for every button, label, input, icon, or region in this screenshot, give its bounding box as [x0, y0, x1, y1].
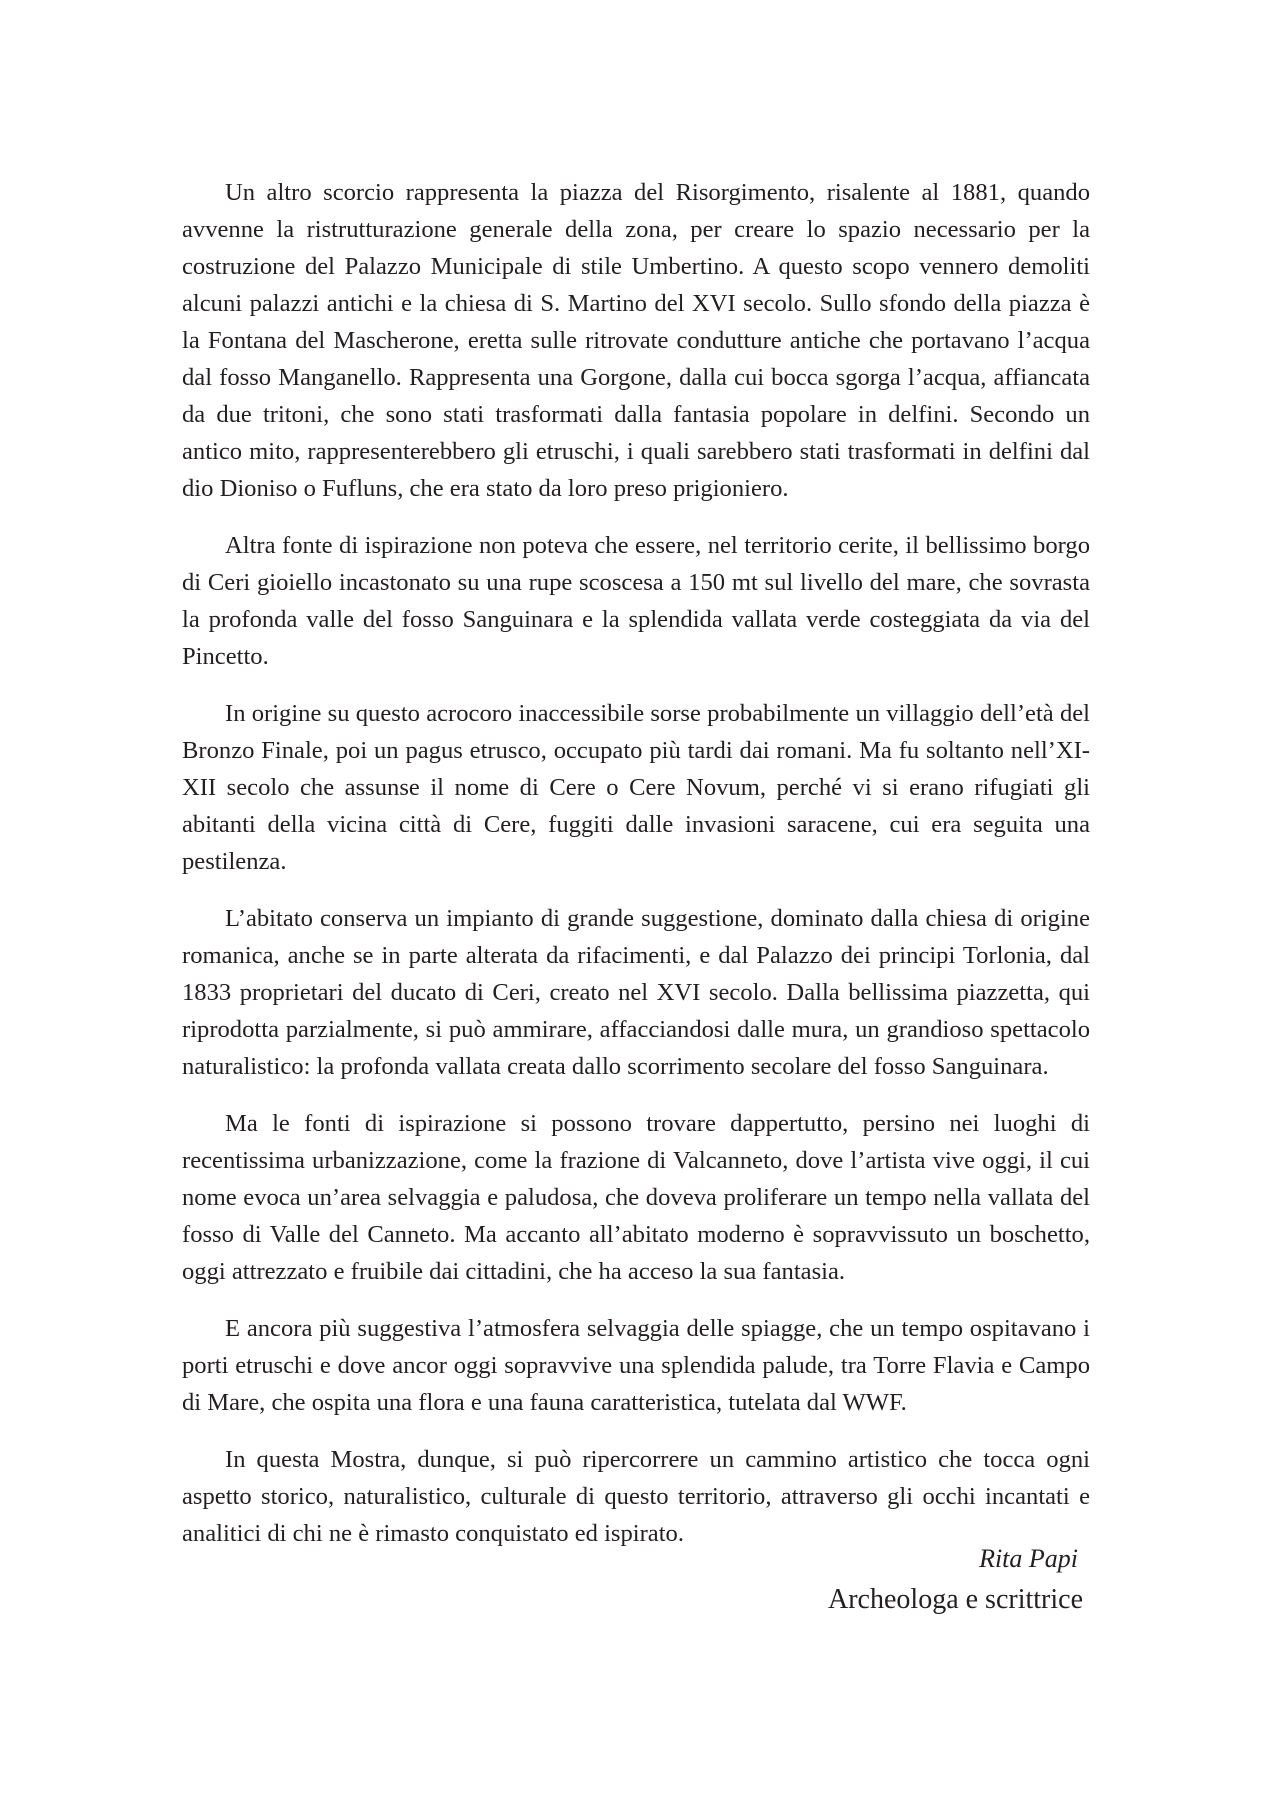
paragraph: Un altro scorcio rappresenta la piazza del Risorgimento, risalente al 1881, quando avvenne la ristrutturazione generale della zona, per creare lo spazio necessario per la costruzione del Palazzo Municipale di stile Umbertino. A questo scopo vennero demoliti alcuni palazzi antichi e la chiesa di S. Martino del XVI secolo. Sullo sfondo della piazza è la Fontana del Mascherone, eretta sulle ritrovate condutture antiche che portavano l’acqua dal fosso Manganello. Rappresenta una Gorgone, dalla cui bocca sgorga l’acqua, affiancata da due tritoni, che sono stati trasformati dalla fantasia popolare in delfini. Secondo un antico mito, rappresenterebbero gli etruschi, i quali sarebbero stati trasformati in delfini dal dio Dioniso o Fufluns, che era stato da loro preso prigioniero.	[182, 179, 1090, 502]
paragraph: Altra fonte di ispirazione non poteva che essere, nel territorio cerite, il bellissimo borgo di Ceri gioiello incastonato su una rupe scoscesa a 150 mt sul livello del mare, che sovrasta la profonda valle del fosso Sanguinara e la splendida vallata verde costeggiata da via del Pincetto.	[182, 532, 1090, 670]
paragraph: L’abitato conserva un impianto di grande suggestione, dominato dalla chiesa di origine romanica, anche se in parte alterata da rifacimenti, e dal Palazzo dei principi Torlonia, dal 1833 proprietari del ducato di Ceri, creato nel XVI secolo. Dalla bellissima piazzetta, qui riprodotta parzialmente, si può ammirare, affacciandosi dalle mura, un grandioso spettacolo naturalistico: la profonda vallata creata dallo scorrimento secolare del fosso Sanguinara.	[182, 905, 1090, 1080]
paragraph: E ancora più suggestiva l’atmosfera selvaggia delle spiagge, che un tempo ospitavano i porti etruschi e dove ancor oggi sopravvive una splendida palude, tra Torre Flavia e Campo di Mare, che ospita una flora e una fauna caratteristica, tutelata dal WWF.	[182, 1315, 1090, 1416]
author-role: Archeologa e scrittrice	[828, 1584, 1083, 1615]
paragraph: In origine su questo acrocoro inaccessibile sorse probabilmente un villaggio dell’età del Bronzo Finale, poi un pagus etrusco, occupato più tardi dai romani. Ma fu soltanto nell’XI-XII secolo che assunse il nome di Cere o Cere Novum, perché vi si erano rifugiati gli abitanti della vicina città di Cere, fuggiti dalle invasioni saracene, cui era seguita una pestilenza.	[182, 700, 1090, 875]
author-name: Rita Papi	[979, 1544, 1078, 1573]
paragraph: Ma le fonti di ispirazione si possono trovare dappertutto, persino nei luoghi di recentissima urbanizzazione, come la frazione di Valcanneto, dove l’artista vive oggi, il cui nome evoca un’area selvaggia e paludosa, che doveva proliferare un tempo nella vallata del fosso di Valle del Canneto. Ma accanto all’abitato moderno è sopravvissuto un boschetto, oggi attrezzato e fruibile dai cittadini, che ha acceso la sua fantasia.	[182, 1110, 1090, 1285]
body-text	[182, 174, 1090, 1572]
paragraph: In questa Mostra, dunque, si può ripercorrere un cammino artistico che tocca ogni aspetto storico, naturalistico, culturale di questo territorio, attraverso gli occhi incantati e analitici di chi ne è rimasto conquistato ed ispirato.	[182, 1446, 1090, 1547]
signature-block	[828, 1542, 1083, 1620]
